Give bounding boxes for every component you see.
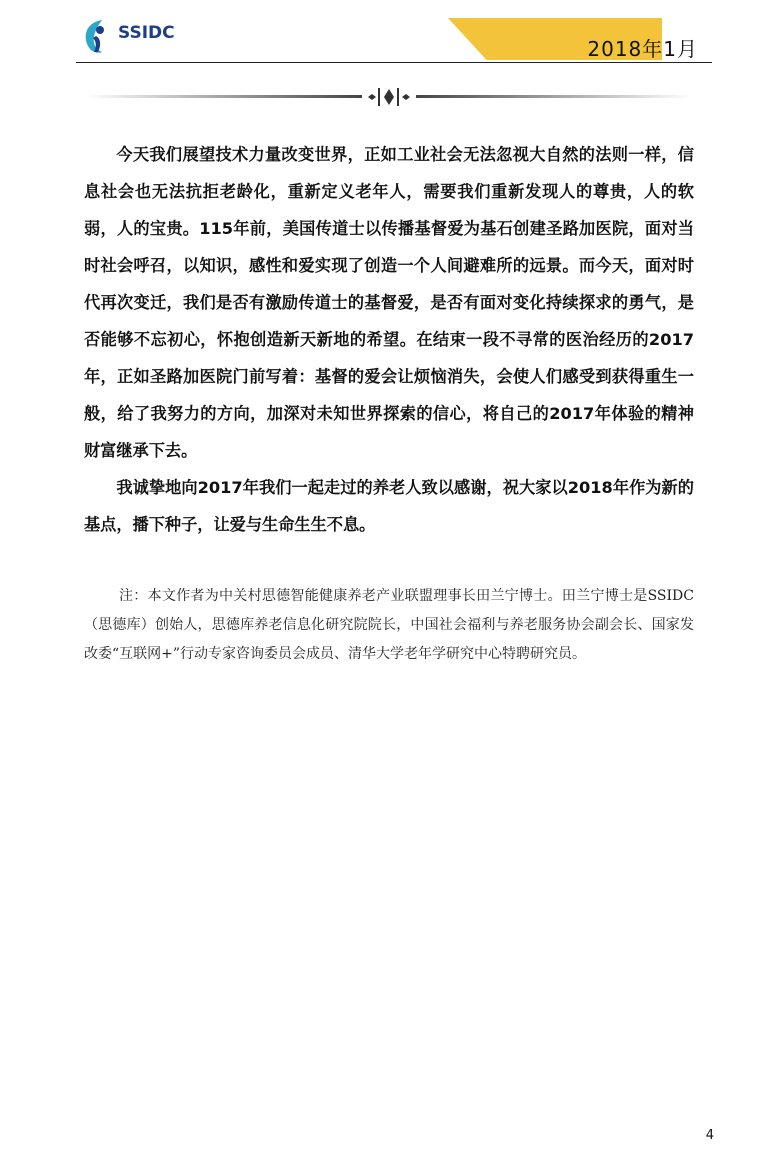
page-number: 4 bbox=[705, 1128, 714, 1143]
ssidc-logo bbox=[78, 14, 188, 56]
paragraph-2: 我诚挚地向2017年我们一起走过的养老人致以感谢，祝大家以2018年作为新的基点，播下种子，让爱与生命生生不息。 bbox=[84, 478, 694, 534]
logo-mark-icon bbox=[78, 16, 118, 56]
author-note: 注：本文作者为中关村思德智能健康养老产业联盟理事长田兰宁博士。田兰宁博士是SSIDC（思德库）创始人，思德库养老信息化研究院院长，中国社会福利与养老服务协会副会长、国家发改委“互联网+”行动专家咨询委员会成员、清华大学老年学研究中心特聘研究员。 bbox=[84, 588, 694, 662]
ornament-divider-icon bbox=[86, 84, 692, 110]
header-divider bbox=[76, 62, 712, 63]
paragraph-1: 今天我们展望技术力量改变世界，正如工业社会无法忽视大自然的法则一样，信息社会也无法抗拒老龄化，重新定义老年人，需要我们重新发现人的尊贵，人的软弱，人的宝贵。115年前，美国传道士以传播基督爱为基石创建圣路加医院，面对当时社会呼召，以知识，感性和爱实现了创造一个人间避难所的远景。而今天，面对时代再次变迁，我们是否有激励传道士的基督爱，是否有面对变化持续探求的勇气，是否能够不忘初心，怀抱创造新天新地的希望。在结束一段不寻常的医治经历的2017年，正如圣路加医院门前写着：基督的爱会让烦恼消失，会使人们感受到获得重生一般，给了我努力的方向，加深对未知世界探索的信心，将自己的2017年体验的精神财富继承下去。 bbox=[84, 145, 694, 460]
logo-text: SSIDC bbox=[118, 23, 175, 43]
issue-date: 2018年1月 bbox=[587, 37, 698, 61]
article-body bbox=[84, 136, 694, 543]
